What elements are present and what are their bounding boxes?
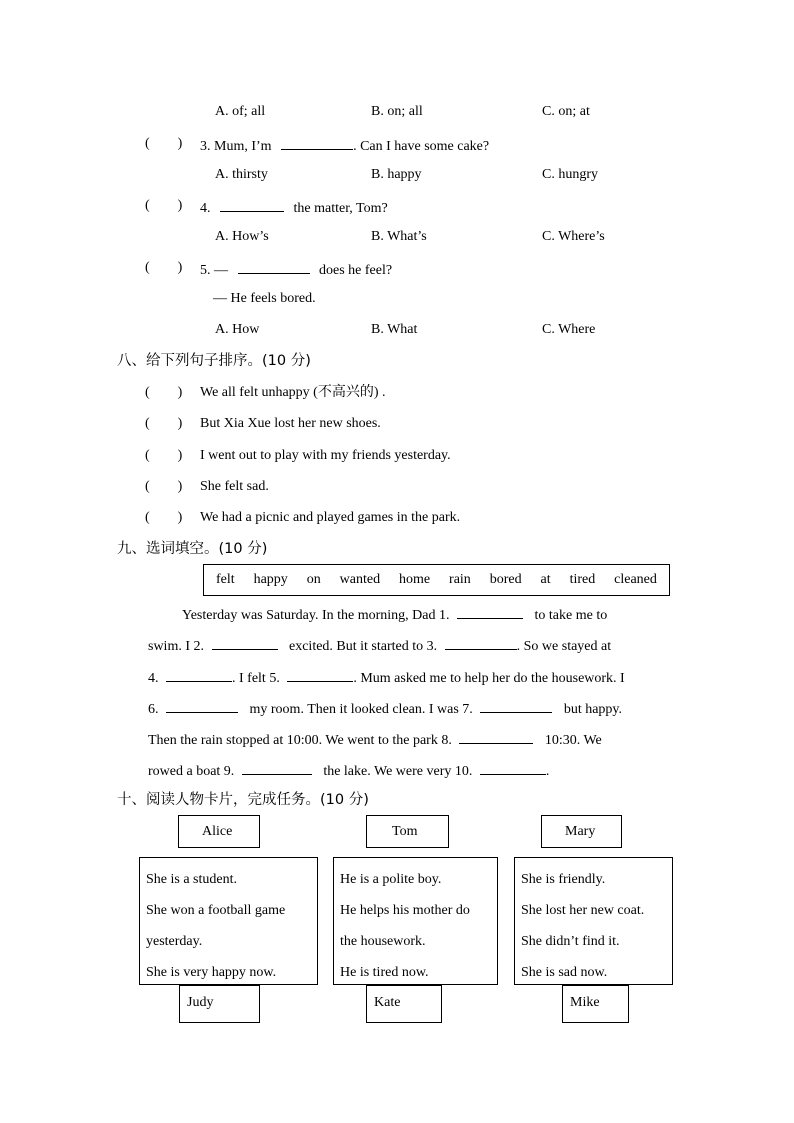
card-line: She didn’t find it. [521,934,620,949]
passage-text: but happy. [563,702,623,717]
part8-sentence-1: We all felt unhappy (不高兴的) . [200,385,386,400]
person-card-2 [333,857,498,985]
passage-text: the lake. We were very 10. [323,764,473,779]
passage-text: . So we stayed at [516,639,612,654]
name-label: Mary [565,823,596,839]
name-box-mary [541,815,622,848]
passage-text: my room. Then it looked clean. I was 7. [249,702,473,717]
q5-option-b: B. What [371,322,418,337]
blank-1[interactable] [457,604,523,619]
name-box-kate [366,985,442,1023]
q2-option-a: A. of; all [215,104,266,119]
blank-5[interactable] [287,667,353,682]
name-label: Judy [187,995,214,1010]
blank-10[interactable] [480,760,546,775]
part8-sentence-4: She felt sad. [200,479,269,494]
card-line: the housework. [340,934,426,949]
passage-text: . I felt 5. [232,671,280,686]
q3-blank[interactable] [281,135,353,150]
passage-text: Yesterday was Saturday. In the morning, Dad 1. [182,608,450,623]
passage-text: rowed a boat 9. [148,764,235,779]
q2-option-c: C. on; at [542,104,590,119]
card-line: She is a student. [146,872,237,887]
card-line: She won a football game [146,903,286,918]
name-box-mike [562,985,629,1023]
word-bank-item: wanted [339,572,381,587]
q4-stem [200,197,388,218]
card-line: yesterday. [146,934,203,949]
q3-stem [200,135,489,156]
part8-paren-3[interactable]: ( ) [145,448,183,463]
card-line: She lost her new coat. [521,903,645,918]
name-box-alice [178,815,260,848]
part8-paren-4[interactable]: ( ) [145,479,183,494]
passage-text: swim. I 2. [148,639,204,654]
q4-option-a: A. How’s [215,229,269,244]
q3-option-c: C. hungry [542,167,598,182]
card-line: She is sad now. [521,965,608,980]
q3-prefix: 3. Mum, I’m [200,139,272,154]
blank-7[interactable] [480,698,552,713]
q3-option-b: B. happy [371,167,422,182]
q4-option-b: B. What’s [371,229,427,244]
card-line: He helps his mother do [340,903,470,918]
name-box-judy [179,985,260,1023]
person-card-1 [139,857,318,985]
word-bank-item: home [399,572,431,587]
q2-option-b: B. on; all [371,104,423,119]
q3-suffix: . Can I have some cake? [353,139,490,154]
word-bank-item: cleaned [614,572,657,587]
name-label: Mike [570,995,600,1010]
q4-prefix: 4. [200,201,211,216]
card-line: She is friendly. [521,872,606,887]
passage-text: excited. But it started to 3. [289,639,438,654]
part8-paren-2[interactable]: ( ) [145,416,183,431]
q5-stem [200,259,392,280]
passage-line-5 [148,729,602,750]
word-bank-item: bored [489,572,522,587]
part8-paren-5[interactable]: ( ) [145,510,183,525]
name-label: Tom [392,823,418,839]
q5-option-c: C. Where [542,322,596,337]
q4-blank[interactable] [220,197,284,212]
part10-heading: 十、阅读人物卡片，完成任务。(10 分) [117,792,369,808]
passage-text: . [545,764,550,779]
passage-text: 10:30. We [544,733,602,748]
name-label: Alice [202,823,233,839]
passage-line-2 [148,635,611,656]
word-bank-item: rain [449,572,471,587]
q5-blank[interactable] [238,259,310,274]
card-line: She is very happy now. [146,965,277,980]
blank-2[interactable] [212,635,278,650]
name-label: Kate [374,995,401,1010]
blank-4[interactable] [166,667,232,682]
q5-answer-paren[interactable]: ( ) [145,260,183,275]
part9-heading: 九、选词填空。(10 分) [117,541,268,557]
card-line: He is tired now. [340,965,429,980]
q5-prefix: 5. — [200,263,228,278]
q3-answer-paren[interactable]: ( ) [145,136,183,151]
part8-paren-1[interactable]: ( ) [145,385,183,400]
q5-answer-line: — He feels bored. [213,291,316,306]
word-bank-item: on [306,572,321,587]
word-bank-item: at [540,572,551,587]
part8-heading: 八、给下列句子排序。(10 分) [117,353,311,369]
passage-text: 6. [148,702,159,717]
passage-line-3 [148,667,625,688]
card-line: He is a polite boy. [340,872,442,887]
part8-sentence-5: We had a picnic and played games in the park. [200,510,461,525]
q5-suffix: does he feel? [319,263,393,278]
q4-suffix: the matter, Tom? [293,201,388,216]
passage-line-6 [148,760,549,781]
passage-line-4 [148,698,622,719]
q3-option-a: A. thirsty [215,167,268,182]
passage-text: . Mum asked me to help her do the housework. I [353,671,625,686]
word-bank-item: happy [253,572,288,587]
word-bank-item: tired [569,572,596,587]
blank-6[interactable] [166,698,238,713]
name-box-tom [366,815,449,848]
blank-3[interactable] [445,635,517,650]
blank-8[interactable] [459,729,533,744]
word-bank [203,564,670,596]
q4-option-c: C. Where’s [542,229,605,244]
part8-sentence-3: I went out to play with my friends yesterday. [200,448,451,463]
blank-9[interactable] [242,760,312,775]
passage-text: Then the rain stopped at 10:00. We went to the park 8. [148,733,452,748]
q4-answer-paren[interactable]: ( ) [145,198,183,213]
passage-line-1 [182,604,607,625]
person-card-3 [514,857,673,985]
q5-option-a: A. How [215,322,260,337]
word-bank-item: felt [216,572,235,587]
passage-text: 4. [148,671,159,686]
part8-sentence-2: But Xia Xue lost her new shoes. [200,416,381,431]
passage-text: to take me to [534,608,608,623]
